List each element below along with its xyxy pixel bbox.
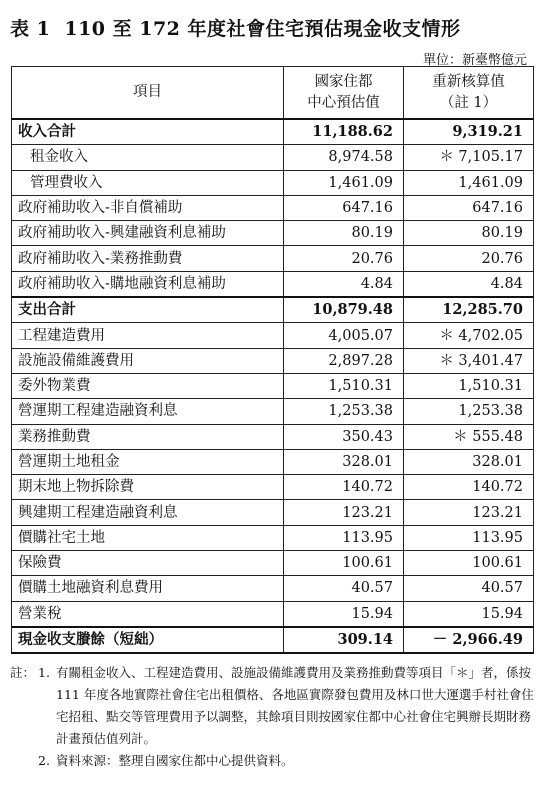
estimate-value: 8,974.58 [284,145,404,170]
recalculated-value: ＊ 4,702.05 [404,323,534,348]
footnote-1 [10,662,535,750]
estimate-value: 15.94 [284,601,404,627]
row-label: 政府補助收入-購地融資利息補助 [12,271,284,297]
estimate-value: 1,510.31 [284,373,404,398]
recalculated-value: 9,319.21 [404,119,534,145]
table-row [12,119,534,145]
recalculated-value: 1,253.38 [404,399,534,424]
footnote-2 [10,750,535,772]
table-row [12,348,534,373]
row-label: 政府補助收入-業務推動費 [12,246,284,271]
recalculated-value: － 2,966.49 [404,627,534,653]
estimate-value: 647.16 [284,195,404,220]
header-item-text: 項目 [133,84,162,100]
header-row [12,67,534,120]
table-row [12,195,534,220]
recalculated-value: 1,461.09 [404,170,534,195]
table-row [12,551,534,576]
header-estimate-line2: 中心預估值 [307,94,380,111]
row-label: 期末地上物拆除費 [12,475,284,500]
footnote-prefix: 註： [10,665,36,680]
footnotes [10,662,535,772]
row-label: 管理費收入 [12,170,284,195]
recalculated-value: 15.94 [404,601,534,627]
estimate-value: 40.57 [284,576,404,601]
table-body [12,119,534,653]
table-row [12,424,534,449]
row-label: 委外物業費 [12,373,284,398]
table-title-text: 110 至 172 年度社會住宅預估現金收支情形 [64,18,461,40]
estimate-value: 1,253.38 [284,399,404,424]
recalculated-value: 80.19 [404,221,534,246]
row-label: 保險費 [12,551,284,576]
table-row [12,323,534,348]
table-row [12,246,534,271]
recalculated-value: ＊ 555.48 [404,424,534,449]
table-number: 表 1 [10,18,51,40]
estimate-value: 113.95 [284,525,404,550]
recalculated-value: ＊ 7,105.17 [404,145,534,170]
table-row [12,475,534,500]
row-label: 現金收支賸餘（短絀） [12,627,284,653]
estimate-value: 328.01 [284,449,404,474]
estimate-value: 309.14 [284,627,404,653]
header-recalc-line1: 重新核算值 [432,73,505,90]
row-label: 政府補助收入-非自償補助 [12,195,284,220]
footnote-1-text: 有關租金收入、工程建造費用、設施設備維護費用及業務推動費等項目「＊」者，係按 111 年度各地實際社會住宅出租價格、各地區實際發包費用及林口世大運選手村社會住宅招租、點交等管理費用予以調整，其餘項目則按國家住都中心社會住宅興辦長期財務計畫預估值列計。 [56,665,534,746]
recalculated-value: 100.61 [404,551,534,576]
footnote-1-number: 1. [38,665,50,680]
unit-label: 單位：新臺幣億元 [422,53,527,68]
table-row [12,627,534,653]
estimate-value: 80.19 [284,221,404,246]
table-row [12,373,534,398]
row-label: 營運期工程建造融資利息 [12,399,284,424]
header-recalc-line2: （註 1） [439,94,498,111]
recalculated-value: 123.21 [404,500,534,525]
estimate-value: 123.21 [284,500,404,525]
table-row [12,271,534,297]
recalculated-value: 1,510.31 [404,373,534,398]
footnote-2-text: 資料來源：整理自國家住都中心提供資料。 [56,753,294,768]
estimate-value: 4,005.07 [284,323,404,348]
recalculated-value: 328.01 [404,449,534,474]
table-row [12,601,534,627]
recalculated-value: 20.76 [404,246,534,271]
recalculated-value: 140.72 [404,475,534,500]
row-label: 租金收入 [12,145,284,170]
table-row [12,576,534,601]
recalculated-value: 647.16 [404,195,534,220]
table-row [12,449,534,474]
recalculated-value: 40.57 [404,576,534,601]
table-row [12,170,534,195]
estimate-value: 11,188.62 [284,119,404,145]
table-row [12,525,534,550]
estimate-value: 1,461.09 [284,170,404,195]
estimate-value: 4.84 [284,271,404,297]
estimate-value: 2,897.28 [284,348,404,373]
row-label: 政府補助收入-興建融資利息補助 [12,221,284,246]
recalculated-value: 113.95 [404,525,534,550]
recalculated-value: 12,285.70 [404,297,534,323]
row-label: 業務推動費 [12,424,284,449]
header-estimate [284,67,404,120]
recalculated-value: ＊ 3,401.47 [404,348,534,373]
row-label: 收入合計 [12,119,284,145]
table-row [12,297,534,323]
row-label: 支出合計 [12,297,284,323]
row-label: 工程建造費用 [12,323,284,348]
row-label: 設施設備維護費用 [12,348,284,373]
cash-flow-table [11,66,534,654]
row-label: 營運期土地租金 [12,449,284,474]
table-row [12,500,534,525]
table-row [12,399,534,424]
footnote-2-number: 2. [38,753,50,768]
estimate-value: 10,879.48 [284,297,404,323]
estimate-value: 20.76 [284,246,404,271]
row-label: 營業稅 [12,601,284,627]
recalculated-value: 4.84 [404,271,534,297]
table-row [12,145,534,170]
header-estimate-line1: 國家住都 [314,73,373,90]
header-recalculated [404,67,534,120]
estimate-value: 100.61 [284,551,404,576]
row-label: 興建期工程建造融資利息 [12,500,284,525]
table-title [10,14,461,41]
table-row [12,221,534,246]
estimate-value: 140.72 [284,475,404,500]
row-label: 價購社宅土地 [12,525,284,550]
row-label: 價購土地融資利息費用 [12,576,284,601]
estimate-value: 350.43 [284,424,404,449]
header-item [12,67,284,120]
